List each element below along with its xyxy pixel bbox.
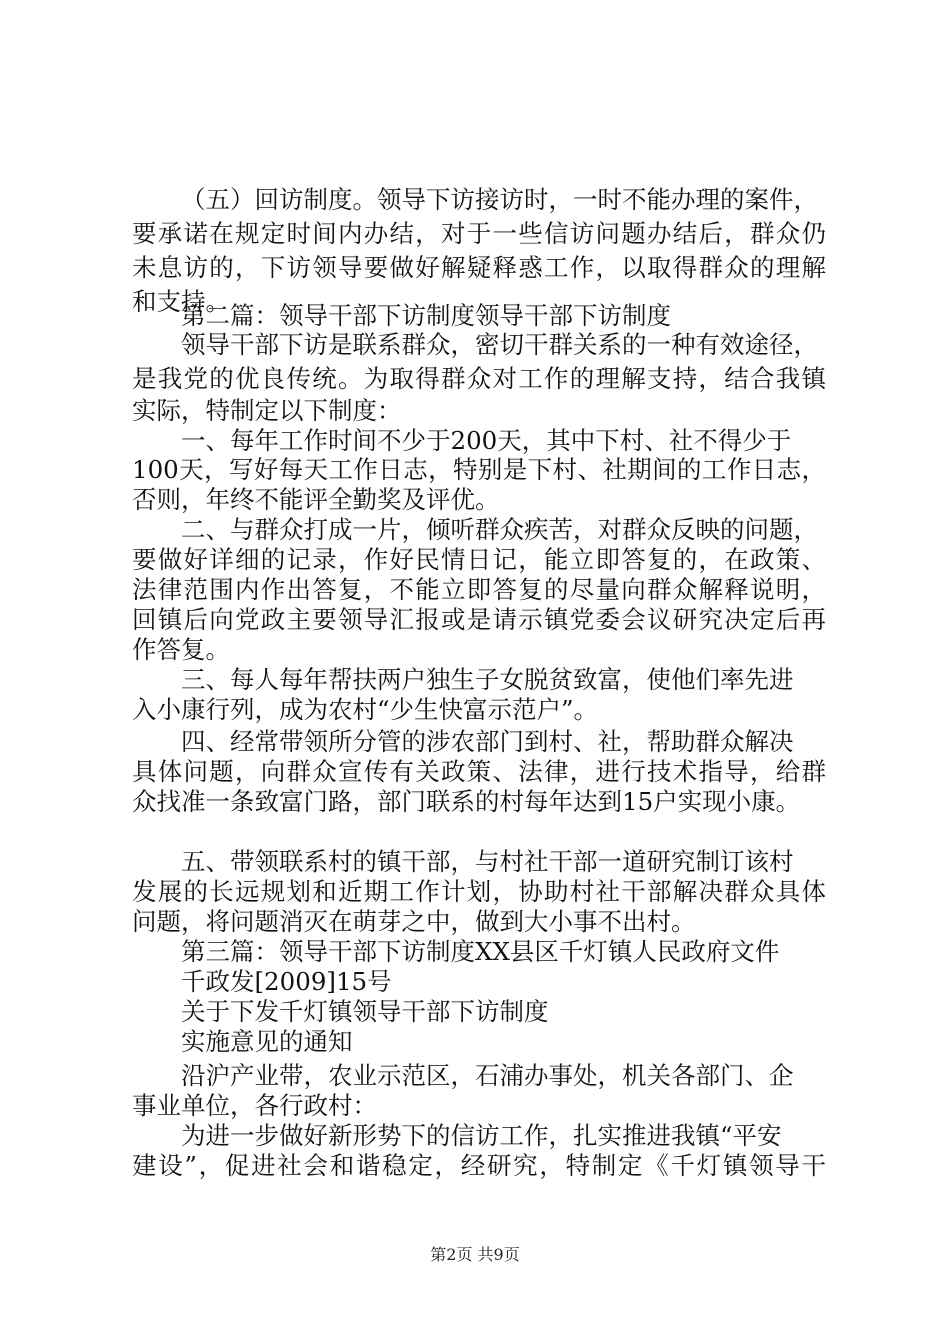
text-line: 否则，年终不能评全勤奖及评优。 — [132, 485, 500, 514]
text-line: 为进一步做好新形势下的信访工作，扎实推进我镇“平安 — [181, 1121, 782, 1150]
text-line: 入小康行列，成为农村“少生快富示范户”。 — [132, 695, 599, 724]
text-line: 一、每年工作时间不少于200天，其中下村、社不得少于 — [181, 426, 792, 455]
text-line: （五）回访制度。领导下访接访时，一时不能办理的案件， — [181, 185, 818, 214]
text-line: 回镇后向党政主要领导汇报或是请示镇党委会议研究决定后再 — [132, 605, 826, 634]
text-line: 实际，特制定以下制度： — [132, 396, 402, 425]
text-line: 三、每人每年帮扶两户独生子女脱贫致富，使他们率先进 — [181, 665, 794, 694]
text-line: 要承诺在规定时间内办结，对于一些信访问题办结后，群众仍 — [132, 219, 826, 248]
text-line: 众找准一条致富门路，部门联系的村每年达到15户实现小康。 — [132, 787, 801, 816]
notice-title: 实施意见的通知 — [181, 1027, 353, 1056]
text-line: 领导干部下访是联系群众，密切干群关系的一种有效途径， — [181, 330, 818, 359]
text-line: 五、带领联系村的镇干部，与村社干部一道研究制订该村 — [181, 847, 794, 876]
page-number-footer: 第2页 共9页 — [430, 1245, 520, 1264]
text-line: 沿沪产业带，农业示范区，石浦办事处，机关各部门、企 — [181, 1061, 794, 1090]
text-line: 和支持。 — [132, 287, 230, 316]
section-heading: 第三篇：领导干部下访制度XX县区千灯镇人民政府文件 — [181, 937, 780, 966]
text-line: 四、经常带领所分管的涉农部门到村、社，帮助群众解决 — [181, 727, 794, 756]
text-line: 发展的长远规划和近期工作计划，协助村社干部解决群众具体 — [132, 877, 826, 906]
text-line: 二、与群众打成一片，倾听群众疾苦，对群众反映的问题， — [181, 515, 818, 544]
text-line: 事业单位，各行政村： — [132, 1091, 377, 1120]
text-line: 100天，写好每天工作日志，特别是下村、社期间的工作日志， — [132, 455, 826, 484]
text-line: 是我党的优良传统。为取得群众对工作的理解支持，结合我镇 — [132, 364, 826, 393]
notice-title: 关于下发千灯镇领导干部下访制度 — [181, 997, 549, 1026]
text-line: 具体问题，向群众宣传有关政策、法律，进行技术指导，给群 — [132, 757, 826, 786]
document-number: 千政发[2009]15号 — [181, 967, 392, 996]
text-line: 要做好详细的记录，作好民情日记，能立即答复的，在政策、 — [132, 545, 826, 574]
text-line: 作答复。 — [132, 635, 230, 664]
section-heading: 第二篇：领导干部下访制度领导干部下访制度 — [181, 301, 671, 330]
text-line: 未息访的，下访领导要做好解疑释惑工作，以取得群众的理解 — [132, 253, 826, 282]
text-line: 问题，将问题消灭在萌芽之中，做到大小事不出村。 — [132, 907, 696, 936]
text-line: 法律范围内作出答复，不能立即答复的尽量向群众解释说明， — [132, 575, 826, 604]
text-line: 建设”，促进社会和谐稳定，经研究，特制定《千灯镇领导干 — [132, 1151, 826, 1180]
